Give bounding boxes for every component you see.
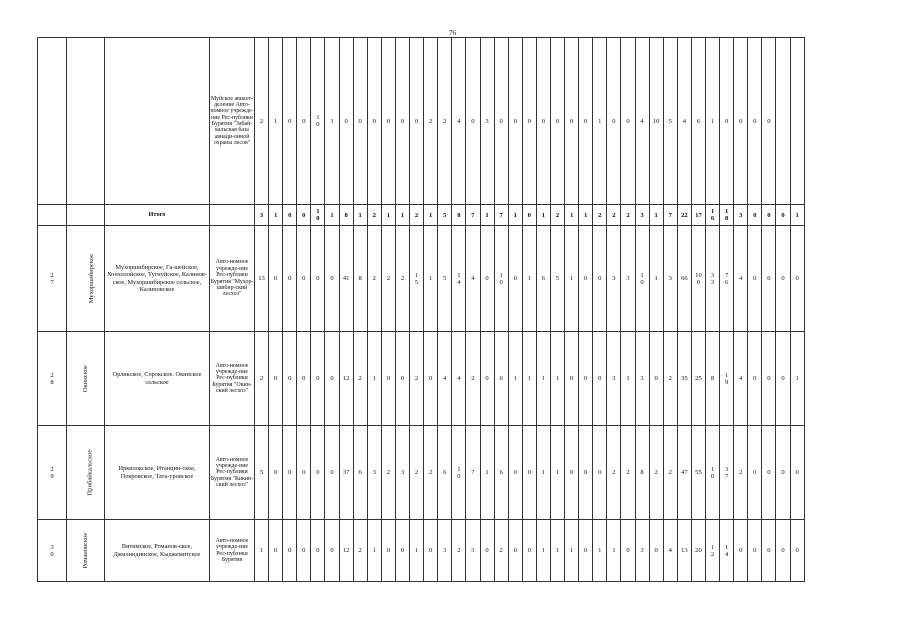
value-cell: 41 xyxy=(339,226,353,332)
value-cell: 2 xyxy=(410,205,424,226)
value-cell: 5 xyxy=(438,205,452,226)
total-row xyxy=(38,205,805,226)
page-number: 76 xyxy=(449,29,456,37)
value-cell: 1 xyxy=(536,426,550,520)
value-cell: 1 xyxy=(395,205,409,226)
value-cell: 1 xyxy=(522,226,536,332)
value-cell: 66 xyxy=(677,226,691,332)
value-cell: 2 xyxy=(255,332,269,426)
value-cell: 8 xyxy=(353,226,367,332)
value-cell: 0 xyxy=(762,520,776,582)
value-cell: 0 xyxy=(269,332,283,426)
value-cell: 2 xyxy=(663,426,677,520)
value-cell: 0 xyxy=(395,520,409,582)
value-cell: 0 xyxy=(762,205,776,226)
value-cell: 2 xyxy=(395,226,409,332)
value-cell: 2 xyxy=(607,426,621,520)
value-cell: 2 xyxy=(649,426,663,520)
value-cell: 0 xyxy=(720,38,734,205)
value-cell: 37 xyxy=(339,426,353,520)
value-cell: 0 xyxy=(579,38,593,205)
value-cell: 0 xyxy=(311,426,325,520)
value-cell: 2 xyxy=(466,332,480,426)
value-cell: 1 4 xyxy=(720,520,734,582)
value-cell: 0 xyxy=(283,226,297,332)
value-cell: 3 xyxy=(734,205,748,226)
value-cell: 0 xyxy=(593,332,607,426)
value-cell: 4 xyxy=(734,332,748,426)
value-cell: 0 xyxy=(367,38,381,205)
row-number: 2 8 xyxy=(38,332,67,426)
value-cell: 0 xyxy=(297,205,311,226)
value-cell: 2 xyxy=(424,38,438,205)
value-cell: 1 xyxy=(550,520,564,582)
value-cell: 1 xyxy=(353,205,367,226)
district-name: Мухоршибирское xyxy=(67,226,105,332)
value-cell: 3 xyxy=(395,426,409,520)
organization-cell: Авто-номное учрежде-ние Рес-публики Бурятия "Окин-ский лесхоз" xyxy=(210,332,255,426)
value-cell: 1 xyxy=(367,332,381,426)
value-cell: 1 xyxy=(536,332,550,426)
value-cell: 3 xyxy=(607,226,621,332)
value-cell: 0 xyxy=(748,332,762,426)
value-cell: 25 xyxy=(691,332,705,426)
value-cell: 3 xyxy=(635,520,649,582)
value-cell: 1 xyxy=(269,205,283,226)
value-cell: 0 xyxy=(649,520,663,582)
value-cell: 1 xyxy=(381,205,395,226)
value-cell: 1 xyxy=(550,332,564,426)
value-cell: 6 xyxy=(353,426,367,520)
value-cell: 0 xyxy=(790,520,804,582)
value-cell: 0 xyxy=(565,426,579,520)
value-cell: 0 xyxy=(381,38,395,205)
row-number: 3 0 xyxy=(38,520,67,582)
value-cell: 0 xyxy=(283,520,297,582)
value-cell: 0 xyxy=(269,226,283,332)
value-cell: 8 xyxy=(635,426,649,520)
value-cell: 6 xyxy=(494,332,508,426)
value-cell: 8 xyxy=(706,332,720,426)
district-name xyxy=(67,205,105,226)
value-cell: 4 xyxy=(734,226,748,332)
value-cell: 2 xyxy=(381,226,395,332)
value-cell: 0 xyxy=(283,426,297,520)
value-cell: 1 xyxy=(649,205,663,226)
row-number: 2 7 xyxy=(38,226,67,332)
value-cell: 20 xyxy=(691,520,705,582)
value-cell: 0 xyxy=(522,38,536,205)
value-cell: 12 xyxy=(339,520,353,582)
value-cell: 0 xyxy=(283,38,297,205)
value-cell: 0 xyxy=(748,38,762,205)
value-cell: 1 0 xyxy=(706,426,720,520)
value-cell: 0 xyxy=(790,226,804,332)
value-cell: 2 xyxy=(621,426,635,520)
value-cell: 0 xyxy=(311,332,325,426)
value-cell: 0 xyxy=(649,332,663,426)
value-cell: 1 xyxy=(480,426,494,520)
district-name: Прибайкальское xyxy=(67,426,105,520)
value-cell: 1 xyxy=(706,38,720,205)
row-number: 2 9 xyxy=(38,426,67,520)
value-cell: 0 xyxy=(734,520,748,582)
value-cell: 7 6 xyxy=(720,226,734,332)
value-cell: 1 xyxy=(565,205,579,226)
value-cell: 0 xyxy=(508,426,522,520)
value-cell: 2 xyxy=(381,426,395,520)
value-cell: 1 xyxy=(550,426,564,520)
value-cell: 0 xyxy=(424,520,438,582)
value-cell: 0 xyxy=(762,426,776,520)
value-cell: 0 xyxy=(748,226,762,332)
value-cell: 0 xyxy=(565,38,579,205)
value-cell: 6 xyxy=(438,426,452,520)
value-cell: 2 xyxy=(494,520,508,582)
row-number xyxy=(38,38,67,205)
value-cell: 7 xyxy=(663,205,677,226)
value-cell: 2 xyxy=(367,226,381,332)
value-cell: 1 5 xyxy=(410,226,424,332)
value-cell: 3 xyxy=(635,205,649,226)
organization-cell: Муйское авиаот-деление Авто-номное учрежде-ние Рес-публики Бурятия "Забай-кальская база авиаци-онной охраны лесов" xyxy=(210,38,255,205)
value-cell: 4 xyxy=(466,226,480,332)
value-cell: 0 xyxy=(790,426,804,520)
value-cell: 0 xyxy=(734,38,748,205)
value-cell: 55 xyxy=(691,426,705,520)
row-number xyxy=(38,205,67,226)
value-cell: 4 xyxy=(677,38,691,205)
value-cell: 0 xyxy=(522,205,536,226)
value-cell: 3 7 xyxy=(720,426,734,520)
value-cell: 0 xyxy=(748,520,762,582)
value-cell: 1 xyxy=(593,520,607,582)
value-cell: 5 xyxy=(550,226,564,332)
value-cell: 0 xyxy=(283,205,297,226)
value-cell: 2 xyxy=(410,426,424,520)
value-cell: 1 xyxy=(536,520,550,582)
table-row xyxy=(38,332,805,426)
value-cell: 1 xyxy=(790,332,804,426)
value-cell: 12 xyxy=(339,332,353,426)
value-cell: 1 xyxy=(480,205,494,226)
value-cell: 0 xyxy=(536,38,550,205)
value-cell: 0 xyxy=(395,38,409,205)
value-cell: 1 xyxy=(579,205,593,226)
value-cell: 3 xyxy=(621,226,635,332)
value-cell: 0 xyxy=(565,332,579,426)
value-cell: 1 xyxy=(565,520,579,582)
value-cell: 0 xyxy=(522,426,536,520)
value-cell: 7 xyxy=(494,205,508,226)
value-cell: 1 9 xyxy=(720,332,734,426)
value-cell: 3 xyxy=(367,426,381,520)
value-cell: 2 xyxy=(734,426,748,520)
value-cell: 6 xyxy=(536,226,550,332)
value-cell: 0 xyxy=(353,38,367,205)
value-cell: 3 xyxy=(663,226,677,332)
value-cell: 4 xyxy=(452,38,466,205)
value-cell: 0 xyxy=(776,426,790,520)
value-cell: 13 xyxy=(255,226,269,332)
value-cell xyxy=(790,38,804,205)
value-cell: 1 xyxy=(367,520,381,582)
value-cell: 0 xyxy=(325,332,339,426)
value-cell: 2 xyxy=(593,205,607,226)
value-cell: 3 xyxy=(635,332,649,426)
value-cell: 35 xyxy=(677,332,691,426)
value-cell: 3 3 xyxy=(706,226,720,332)
value-cell: 0 xyxy=(579,520,593,582)
value-cell: 0 xyxy=(522,520,536,582)
value-cell: 0 xyxy=(297,38,311,205)
value-cell: 0 xyxy=(480,226,494,332)
value-cell: 0 xyxy=(607,38,621,205)
value-cell: 3 xyxy=(480,38,494,205)
district-name: Романовское xyxy=(67,520,105,582)
value-cell: 0 xyxy=(579,426,593,520)
value-cell: 1 xyxy=(325,205,339,226)
value-cell: 2 xyxy=(353,332,367,426)
value-cell: 4 xyxy=(438,332,452,426)
value-cell: 10 0 xyxy=(691,226,705,332)
value-cell xyxy=(776,38,790,205)
value-cell: 0 xyxy=(297,426,311,520)
value-cell: 0 xyxy=(762,332,776,426)
value-cell: 5 xyxy=(255,426,269,520)
value-cell: 0 xyxy=(748,426,762,520)
value-cell: 0 xyxy=(593,426,607,520)
settlements-cell: Орликское, Сорокское. Окинское сельское xyxy=(105,332,210,426)
value-cell: 2 xyxy=(621,205,635,226)
organization-cell: Авто-номное учрежде-ние Рес-публики Бурятия "Мухор-шибир-ский лесхоз" xyxy=(210,226,255,332)
total-label: Итого xyxy=(105,205,210,226)
district-name xyxy=(67,38,105,205)
value-cell: 13 xyxy=(677,520,691,582)
value-cell: 0 xyxy=(269,520,283,582)
organization-cell: Авто-номное учрежде-ние Рес-публики Бурятия "Кикин-ский лесхоз" xyxy=(210,426,255,520)
value-cell: 1 xyxy=(424,205,438,226)
value-cell: 0 xyxy=(550,38,564,205)
value-cell: 10 xyxy=(649,38,663,205)
value-cell: 0 xyxy=(325,226,339,332)
value-cell: 0 xyxy=(410,38,424,205)
value-cell: 0 xyxy=(339,38,353,205)
value-cell: 1 xyxy=(621,332,635,426)
value-cell: 0 xyxy=(311,520,325,582)
value-cell: 0 xyxy=(395,332,409,426)
value-cell: 0 xyxy=(480,332,494,426)
value-cell: 1 0 xyxy=(311,38,325,205)
value-cell: 1 4 xyxy=(452,226,466,332)
value-cell: 0 xyxy=(579,226,593,332)
value-cell: 3 xyxy=(466,520,480,582)
value-cell: 0 xyxy=(762,226,776,332)
value-cell: 6 xyxy=(691,38,705,205)
value-cell: 0 xyxy=(494,38,508,205)
value-cell: 1 xyxy=(325,38,339,205)
value-cell: 2 xyxy=(353,520,367,582)
value-cell: 1 0 xyxy=(635,226,649,332)
value-cell: 47 xyxy=(677,426,691,520)
table-row xyxy=(38,520,805,582)
value-cell: 2 xyxy=(607,205,621,226)
value-cell: 4 xyxy=(663,520,677,582)
value-cell: 4 xyxy=(452,332,466,426)
value-cell: 2 xyxy=(550,205,564,226)
value-cell: 0 xyxy=(621,38,635,205)
value-cell: 0 xyxy=(297,226,311,332)
value-cell: 2 xyxy=(367,205,381,226)
settlements-cell: Витимское, Романов-ское, Джилиндинское, Кыджемитское xyxy=(105,520,210,582)
table-row xyxy=(38,426,805,520)
value-cell: 1 xyxy=(649,226,663,332)
value-cell: 22 xyxy=(677,205,691,226)
value-cell: 0 xyxy=(325,426,339,520)
value-cell: 0 xyxy=(508,520,522,582)
value-cell: 6 xyxy=(494,426,508,520)
value-cell: 4 xyxy=(635,38,649,205)
value-cell: 0 xyxy=(381,520,395,582)
value-cell: 0 xyxy=(297,332,311,426)
value-cell: 0 xyxy=(381,332,395,426)
value-cell: 1 xyxy=(607,520,621,582)
value-cell: 7 xyxy=(466,426,480,520)
value-cell: 0 xyxy=(776,205,790,226)
value-cell: 1 xyxy=(790,205,804,226)
value-cell: 0 xyxy=(776,520,790,582)
value-cell: 1 xyxy=(269,38,283,205)
value-cell: 1 2 xyxy=(706,520,720,582)
value-cell: 8 xyxy=(339,205,353,226)
value-cell: 1 xyxy=(522,332,536,426)
value-cell: 1 xyxy=(536,205,550,226)
value-cell: 0 xyxy=(776,332,790,426)
value-cell: 5 xyxy=(438,226,452,332)
value-cell: 0 xyxy=(762,38,776,205)
organization-cell: Авто-номное учрежде-ние Рес-публики Бурятия xyxy=(210,520,255,582)
value-cell: 1 xyxy=(593,38,607,205)
value-cell: 2 xyxy=(452,520,466,582)
value-cell: 0 xyxy=(776,226,790,332)
value-cell: 0 xyxy=(283,332,297,426)
value-cell: 8 xyxy=(452,205,466,226)
district-name: Окинское xyxy=(67,332,105,426)
value-cell: 1 0 xyxy=(452,426,466,520)
value-cell: 1 xyxy=(508,205,522,226)
value-cell: 3 xyxy=(438,520,452,582)
value-cell: 0 xyxy=(593,226,607,332)
value-cell: 2 xyxy=(410,332,424,426)
table-row xyxy=(38,38,805,205)
value-cell: 1 8 xyxy=(720,205,734,226)
value-cell: 0 xyxy=(297,520,311,582)
settlements-cell: Мухоршибирское, Га-шейское, Хонхолойское, Тугнуйское, Калинов-ское, Мухоршибирское сельское, Калиновское xyxy=(105,226,210,332)
value-cell: 1 xyxy=(255,520,269,582)
value-cell: 2 xyxy=(663,332,677,426)
value-cell: 2 xyxy=(424,426,438,520)
value-cell: 0 xyxy=(508,226,522,332)
value-cell: 17 xyxy=(691,205,705,226)
value-cell: 5 xyxy=(663,38,677,205)
value-cell: 1 xyxy=(410,520,424,582)
value-cell: 1 xyxy=(508,332,522,426)
value-cell: 3 xyxy=(607,332,621,426)
settlements-cell: Иркилокское, Итанцин-ское, Покровское, Тата-уровское xyxy=(105,426,210,520)
value-cell: 0 xyxy=(269,426,283,520)
value-cell: 0 xyxy=(508,38,522,205)
value-cell: 1 xyxy=(424,226,438,332)
value-cell: 0 xyxy=(621,520,635,582)
value-cell: 0 xyxy=(480,520,494,582)
statistics-table xyxy=(37,37,805,582)
value-cell: 0 xyxy=(579,332,593,426)
value-cell: 3 xyxy=(255,205,269,226)
value-cell: 2 xyxy=(438,38,452,205)
value-cell: 0 xyxy=(311,226,325,332)
value-cell: 1 0 xyxy=(311,205,325,226)
value-cell: 1 6 xyxy=(706,205,720,226)
value-cell: 1 xyxy=(565,226,579,332)
value-cell: 7 xyxy=(466,205,480,226)
value-cell: 0 xyxy=(748,205,762,226)
settlements-cell xyxy=(105,38,210,205)
value-cell: 2 xyxy=(255,38,269,205)
value-cell: 0 xyxy=(325,520,339,582)
organization-cell xyxy=(210,205,255,226)
value-cell: 0 xyxy=(466,38,480,205)
value-cell: 0 xyxy=(424,332,438,426)
value-cell: 1 0 xyxy=(494,226,508,332)
table-row xyxy=(38,226,805,332)
